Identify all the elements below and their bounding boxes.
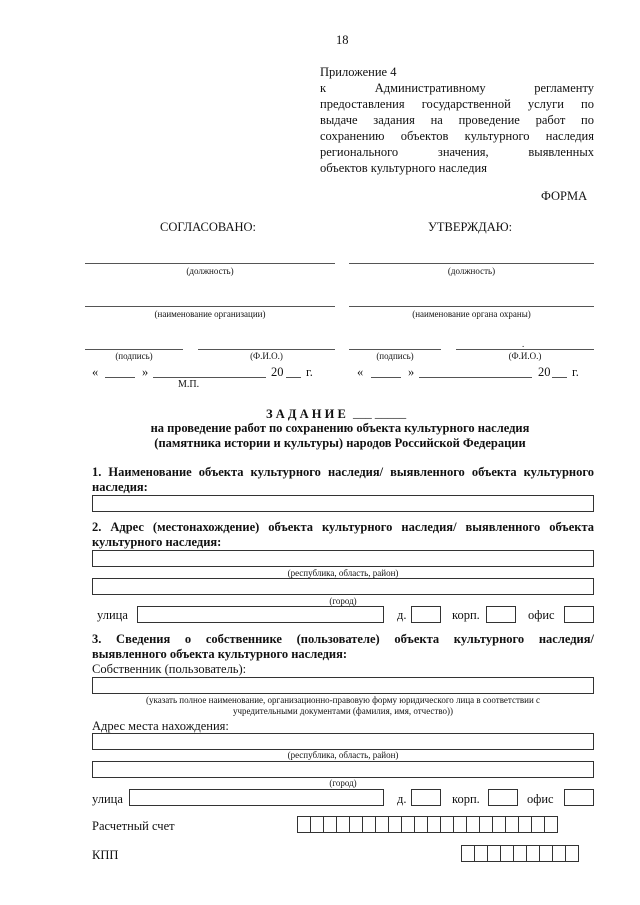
digit-cell[interactable] xyxy=(440,816,454,833)
digit-cell[interactable] xyxy=(500,845,514,862)
name-line-right[interactable] xyxy=(456,349,594,350)
year-line-left[interactable] xyxy=(286,377,301,378)
digit-cell[interactable] xyxy=(336,816,350,833)
digit-cell[interactable] xyxy=(362,816,376,833)
section2-heading: 2. Адрес (местонахождение) объекта культурного наследия/ выявленного объекта xyxy=(92,520,594,534)
digit-cell[interactable] xyxy=(401,816,415,833)
position-hint-right: (должность) xyxy=(447,266,496,276)
digit-cell[interactable] xyxy=(544,816,558,833)
building-field[interactable] xyxy=(486,606,516,623)
name-hint-left: (Ф.И.О.) xyxy=(250,351,283,361)
appendix-line: объектов культурного наследия xyxy=(320,161,487,175)
year-prefix-left: 20 xyxy=(271,365,284,379)
dot-mark: . xyxy=(522,339,525,349)
day-line-right[interactable] xyxy=(371,377,401,378)
task-subtitle-1: на проведение работ по сохранению объекта культурного наследия xyxy=(150,421,530,435)
owner-hint-1: (указать полное наименование, организационно-правовую форму юридического лица в соответствии с xyxy=(145,695,541,705)
stamp-label: М.П. xyxy=(178,379,200,390)
day-line-left[interactable] xyxy=(105,377,135,378)
region-hint: (республика, область, район) xyxy=(287,568,399,578)
org-line[interactable] xyxy=(85,306,335,307)
quote-open-right: « xyxy=(357,365,364,379)
appendix-line: предоставления государственной услуги по xyxy=(320,97,594,111)
house-field[interactable] xyxy=(411,606,441,623)
month-line-right[interactable] xyxy=(419,377,532,378)
street-label: улица xyxy=(97,608,128,622)
section1-heading: 1. Наименование объекта культурного наследия/ выявленного объекта культурного xyxy=(92,465,594,479)
name-line-left[interactable] xyxy=(198,349,335,350)
digit-cell[interactable] xyxy=(487,845,501,862)
page-number: 18 xyxy=(336,33,349,47)
city-field[interactable] xyxy=(92,578,594,595)
appendix-line: выдаче задания на проведение работ по xyxy=(320,113,594,127)
digit-cell[interactable] xyxy=(310,816,324,833)
owner-region-hint: (республика, область, район) xyxy=(287,750,399,760)
address-label: Адрес места нахождения: xyxy=(92,719,229,733)
digit-cell[interactable] xyxy=(375,816,389,833)
owner-street-label: улица xyxy=(92,792,123,806)
owner-office-field[interactable] xyxy=(564,789,594,806)
agreed-heading: СОГЛАСОВАНО: xyxy=(160,220,257,234)
year-prefix-right: 20 xyxy=(538,365,551,379)
signature-hint-right: (подпись) xyxy=(376,351,414,361)
month-line-left[interactable] xyxy=(153,377,266,378)
form-label: ФОРМА xyxy=(541,189,588,203)
section3-heading: 3. Сведения о собственнике (пользователе) объекта культурного наследия/ xyxy=(92,632,594,646)
quote-open-left: « xyxy=(92,365,99,379)
owner-hint-2: учредительными документами (фамилия, имя, отчество)) xyxy=(232,706,454,716)
appendix-line: сохранению объектов культурного наследия xyxy=(320,129,594,143)
owner-house-label: д. xyxy=(397,792,407,806)
year-suffix-left: г. xyxy=(306,365,313,379)
house-label: д. xyxy=(397,608,407,622)
digit-cell[interactable] xyxy=(479,816,493,833)
owner-label: Собственник (пользователь): xyxy=(92,662,247,676)
owner-region-field[interactable] xyxy=(92,733,594,750)
digit-cell[interactable] xyxy=(349,816,363,833)
account-cells[interactable] xyxy=(298,816,558,833)
kpp-label: КПП xyxy=(92,848,119,862)
object-name-field[interactable] xyxy=(92,495,594,512)
digit-cell[interactable] xyxy=(492,816,506,833)
digit-cell[interactable] xyxy=(427,816,441,833)
digit-cell[interactable] xyxy=(513,845,527,862)
kpp-cells[interactable] xyxy=(462,845,579,862)
quote-close-right: » xyxy=(408,365,415,379)
account-label: Расчетный счет xyxy=(92,819,175,833)
digit-cell[interactable] xyxy=(539,845,553,862)
section2-heading-cont: культурного наследия: xyxy=(92,535,222,549)
digit-cell[interactable] xyxy=(505,816,519,833)
city-hint: (город) xyxy=(329,596,357,606)
digit-cell[interactable] xyxy=(518,816,532,833)
approved-heading: УТВЕРЖДАЮ: xyxy=(428,220,513,234)
year-suffix-right: г. xyxy=(572,365,579,379)
building-label: корп. xyxy=(452,608,480,622)
digit-cell[interactable] xyxy=(526,845,540,862)
street-field[interactable] xyxy=(137,606,384,623)
digit-cell[interactable] xyxy=(474,845,488,862)
digit-cell[interactable] xyxy=(453,816,467,833)
digit-cell[interactable] xyxy=(388,816,402,833)
quote-close-left: » xyxy=(142,365,149,379)
task-title: З А Д А Н И Е xyxy=(266,407,346,421)
year-line-right[interactable] xyxy=(552,377,567,378)
digit-cell[interactable] xyxy=(297,816,311,833)
section3-heading-cont: выявленного объекта культурного наследия: xyxy=(92,647,348,661)
digit-cell[interactable] xyxy=(323,816,337,833)
signature-hint-left: (подпись) xyxy=(115,351,153,361)
owner-field[interactable] xyxy=(92,677,594,694)
name-hint-right: (Ф.И.О.) xyxy=(508,351,542,361)
owner-city-field[interactable] xyxy=(92,761,594,778)
authority-hint: (наименование органа охраны) xyxy=(412,309,531,319)
signature-line-right[interactable] xyxy=(349,349,441,350)
appendix-text xyxy=(320,82,594,178)
owner-street-field[interactable] xyxy=(129,789,384,806)
owner-house-field[interactable] xyxy=(411,789,441,806)
org-hint: (наименование организации) xyxy=(154,309,266,319)
authority-line[interactable] xyxy=(349,306,594,307)
owner-building-field[interactable] xyxy=(488,789,518,806)
appendix-line: к Административному регламенту xyxy=(320,81,594,95)
task-subtitle-2: (памятника истории и культуры) народов Российской Федерации xyxy=(154,436,526,450)
digit-cell[interactable] xyxy=(552,845,566,862)
section1-heading-cont: наследия: xyxy=(92,480,148,494)
digit-cell[interactable] xyxy=(414,816,428,833)
position-hint-left: (должность) xyxy=(186,266,234,276)
owner-building-label: корп. xyxy=(452,792,480,806)
owner-city-hint: (город) xyxy=(329,778,357,788)
digit-cell[interactable] xyxy=(466,816,480,833)
digit-cell[interactable] xyxy=(531,816,545,833)
office-label: офис xyxy=(528,608,555,622)
digit-cell[interactable] xyxy=(565,845,579,862)
signature-line-left[interactable] xyxy=(85,349,183,350)
position-line-left[interactable] xyxy=(85,263,335,264)
appendix-title: Приложение 4 xyxy=(320,65,397,79)
digit-cell[interactable] xyxy=(461,845,475,862)
region-field[interactable] xyxy=(92,550,594,567)
task-number[interactable]: ___ _____ xyxy=(353,406,407,420)
position-line-right[interactable] xyxy=(349,263,594,264)
office-field[interactable] xyxy=(564,606,594,623)
owner-office-label: офис xyxy=(527,792,554,806)
appendix-line: регионального значения, выявленных xyxy=(320,145,594,159)
